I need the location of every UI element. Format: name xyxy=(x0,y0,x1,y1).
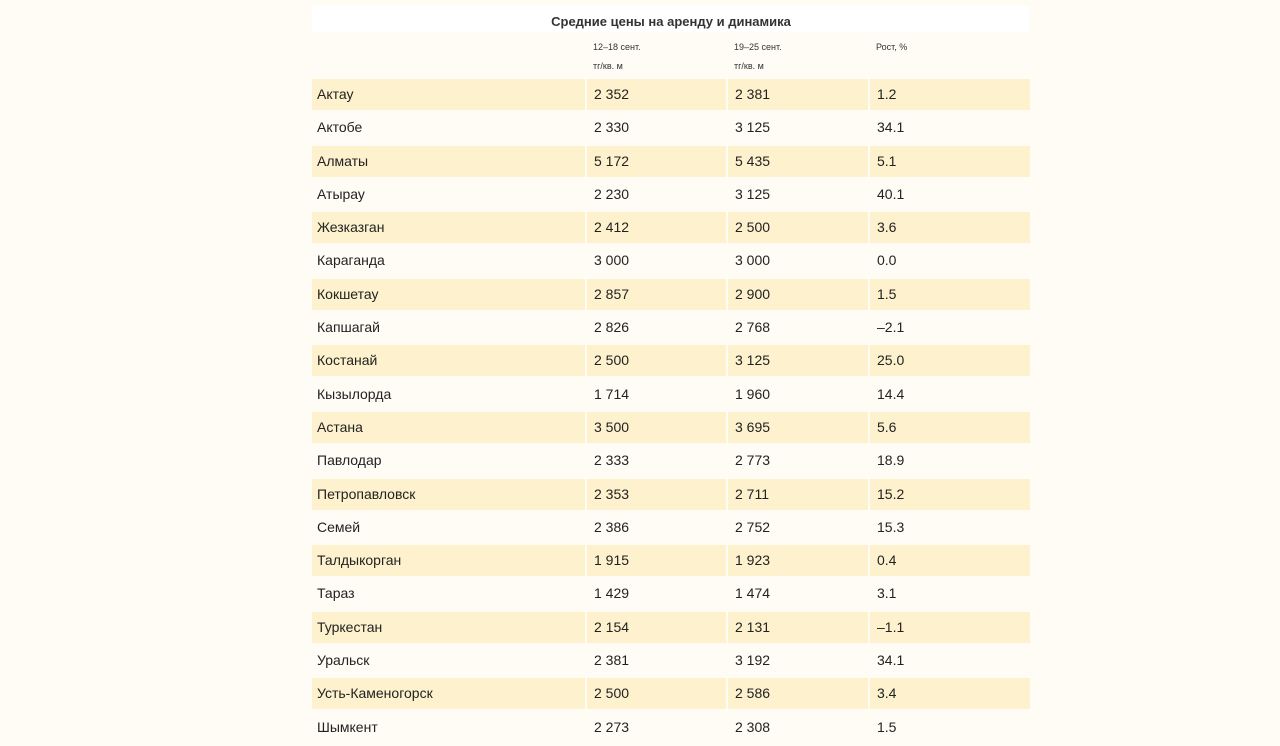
curr-week-price-cell: 3 192 xyxy=(726,645,868,676)
table-row xyxy=(312,179,1030,210)
curr-week-price-cell: 3 125 xyxy=(726,179,868,210)
city-cell: Алматы xyxy=(317,152,369,169)
header-curr-week xyxy=(726,32,868,79)
city-cell: Актобе xyxy=(317,119,363,136)
city-cell: Жезказган xyxy=(317,219,385,236)
growth-cell: 40.1 xyxy=(868,179,1030,210)
growth-cell: –1.1 xyxy=(868,612,1030,643)
growth-cell: 34.1 xyxy=(868,645,1030,676)
growth-cell: –2.1 xyxy=(868,312,1030,343)
prev-week-price-cell: 2 500 xyxy=(585,678,726,709)
prev-week-price-cell: 1 429 xyxy=(585,578,726,609)
prev-week-price-cell: 1 714 xyxy=(585,379,726,410)
growth-cell: 5.6 xyxy=(868,412,1030,443)
prev-week-price-cell: 5 172 xyxy=(585,146,726,177)
table-header xyxy=(312,32,1030,79)
growth-cell: 1.5 xyxy=(868,712,1030,743)
city-cell: Туркестан xyxy=(317,618,383,635)
growth-cell: 15.2 xyxy=(868,479,1030,510)
header-prev-week xyxy=(585,32,726,79)
city-cell: Актау xyxy=(317,86,354,102)
city-cell: Талдыкорган xyxy=(317,552,402,569)
city-cell: Усть-Каменогорск xyxy=(317,685,433,702)
table-row xyxy=(312,645,1030,676)
curr-week-price-cell: 3 695 xyxy=(726,412,868,443)
table-row xyxy=(312,212,1030,243)
header-growth xyxy=(868,32,1030,79)
table-row xyxy=(312,79,1030,110)
city-cell: Петропавловск xyxy=(317,485,416,502)
prev-week-price-cell: 2 353 xyxy=(585,479,726,510)
table-row xyxy=(312,412,1030,443)
table-row xyxy=(312,678,1030,709)
city-cell: Тараз xyxy=(317,585,355,602)
curr-week-price-cell: 2 711 xyxy=(726,479,868,510)
growth-cell: 5.1 xyxy=(868,146,1030,177)
growth-cell: 0.4 xyxy=(868,545,1030,576)
growth-cell: 0.0 xyxy=(868,245,1030,276)
growth-cell: 1.5 xyxy=(868,279,1030,310)
growth-cell: 3.6 xyxy=(868,212,1030,243)
table-row xyxy=(312,245,1030,276)
table-row xyxy=(312,578,1030,609)
curr-week-price-cell: 2 752 xyxy=(726,512,868,543)
growth-cell: 18.9 xyxy=(868,445,1030,476)
table-row xyxy=(312,512,1030,543)
prev-week-price-cell: 2 381 xyxy=(585,645,726,676)
city-cell: Павлодар xyxy=(317,452,382,469)
curr-week-price-cell: 5 435 xyxy=(726,146,868,177)
table-row xyxy=(312,345,1030,376)
header-curr-week-unit: тг/кв. м xyxy=(734,61,764,71)
prev-week-price-cell: 1 915 xyxy=(585,545,726,576)
table-row xyxy=(312,146,1030,177)
table-row xyxy=(312,712,1030,743)
city-cell: Семей xyxy=(317,518,361,535)
header-curr-week-dates: 19–25 сент. xyxy=(734,42,782,52)
table-row xyxy=(312,479,1030,510)
curr-week-price-cell: 1 474 xyxy=(726,578,868,609)
growth-cell: 15.3 xyxy=(868,512,1030,543)
table-row xyxy=(312,312,1030,343)
rent-price-table xyxy=(312,6,1030,745)
city-cell: Кокшетау xyxy=(317,285,379,302)
city-cell: Караганда xyxy=(317,252,385,269)
prev-week-price-cell: 2 826 xyxy=(585,312,726,343)
curr-week-price-cell: 2 308 xyxy=(726,712,868,743)
prev-week-price-cell: 2 412 xyxy=(585,212,726,243)
header-prev-week-unit: тг/кв. м xyxy=(593,61,623,71)
curr-week-price-cell: 2 500 xyxy=(726,212,868,243)
table-row xyxy=(312,279,1030,310)
curr-week-price-cell: 3 000 xyxy=(726,245,868,276)
prev-week-price-cell: 2 330 xyxy=(585,112,726,143)
prev-week-price-cell: 2 154 xyxy=(585,612,726,643)
city-cell: Кызылорда xyxy=(317,385,392,402)
prev-week-price-cell: 3 500 xyxy=(585,412,726,443)
table-title: Средние цены на аренду и динамика xyxy=(312,6,1030,32)
growth-cell: 34.1 xyxy=(868,112,1030,143)
header-prev-week-dates: 12–18 сент. xyxy=(593,42,641,52)
curr-week-price-cell: 2 773 xyxy=(726,445,868,476)
header-growth-label: Рост, % xyxy=(876,42,908,52)
prev-week-price-cell: 2 386 xyxy=(585,512,726,543)
growth-cell: 3.1 xyxy=(868,578,1030,609)
curr-week-price-cell: 2 381 xyxy=(726,79,868,110)
prev-week-price-cell: 2 352 xyxy=(585,79,726,110)
city-cell: Капшагай xyxy=(317,319,380,336)
prev-week-price-cell: 3 000 xyxy=(585,245,726,276)
table-row xyxy=(312,545,1030,576)
growth-cell: 3.4 xyxy=(868,678,1030,709)
header-city xyxy=(312,32,585,79)
city-cell: Астана xyxy=(317,418,363,435)
curr-week-price-cell: 2 900 xyxy=(726,279,868,310)
prev-week-price-cell: 2 500 xyxy=(585,345,726,376)
growth-cell: 14.4 xyxy=(868,379,1030,410)
curr-week-price-cell: 2 131 xyxy=(726,612,868,643)
curr-week-price-cell: 3 125 xyxy=(726,112,868,143)
growth-cell: 25.0 xyxy=(868,345,1030,376)
prev-week-price-cell: 2 230 xyxy=(585,179,726,210)
curr-week-price-cell: 2 586 xyxy=(726,678,868,709)
prev-week-price-cell: 2 857 xyxy=(585,279,726,310)
city-cell: Шымкент xyxy=(317,718,378,735)
table-row xyxy=(312,445,1030,476)
table-body xyxy=(312,79,1030,743)
city-cell: Атырау xyxy=(317,185,365,202)
curr-week-price-cell: 1 923 xyxy=(726,545,868,576)
table-row xyxy=(312,612,1030,643)
curr-week-price-cell: 2 768 xyxy=(726,312,868,343)
city-cell: Костанай xyxy=(317,352,378,369)
curr-week-price-cell: 1 960 xyxy=(726,379,868,410)
prev-week-price-cell: 2 333 xyxy=(585,445,726,476)
prev-week-price-cell: 2 273 xyxy=(585,712,726,743)
city-cell: Уральск xyxy=(317,652,370,669)
growth-cell: 1.2 xyxy=(868,79,1030,110)
table-row xyxy=(312,112,1030,143)
curr-week-price-cell: 3 125 xyxy=(726,345,868,376)
table-row xyxy=(312,379,1030,410)
